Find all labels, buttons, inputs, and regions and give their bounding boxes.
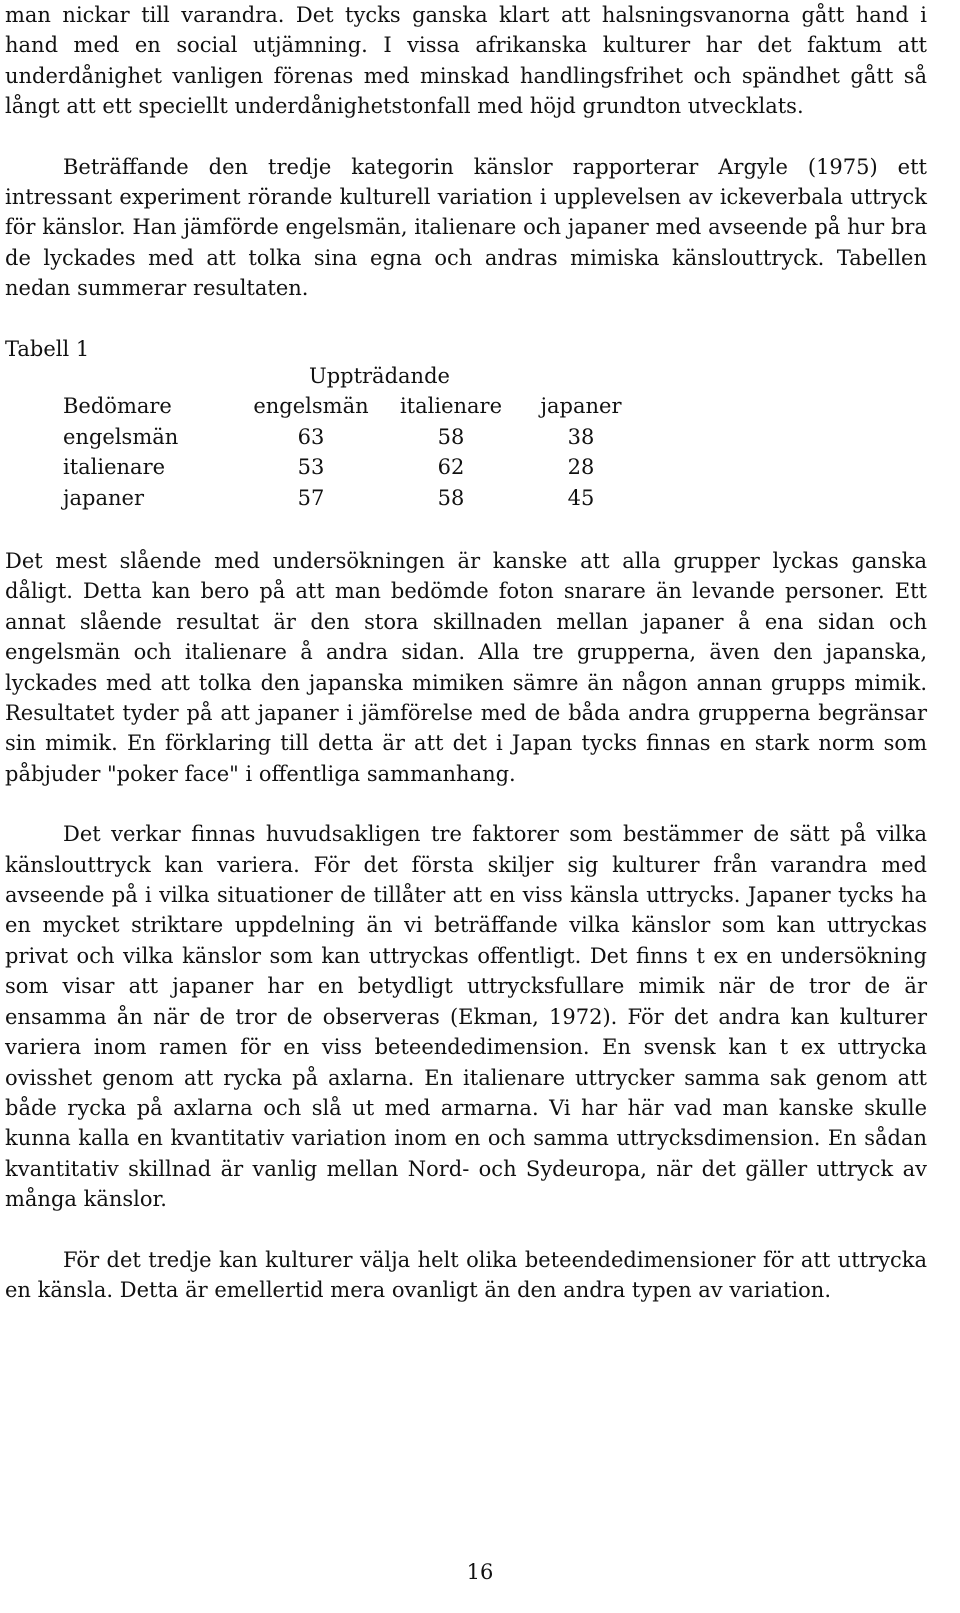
- table-row: [63, 455, 641, 485]
- table-cell: 58: [437, 424, 465, 449]
- column-header: engelsmän: [253, 394, 369, 419]
- table-cell: 45: [567, 485, 595, 510]
- row-label: italienare: [63, 455, 166, 480]
- table-cell: 62: [437, 455, 465, 480]
- paragraph-results-discussion: Det mest slående med undersökningen är kanske att alla grupper lyckas ganska dåligt. Detta kan bero på att man bedömde foton snarare än levande personer. Ett annat slående resultat är den stora skillnaden mellan japaner å ena sidan och engelsmän och italienare å andra sidan. Alla tre grupperna, även den japanska, lyckades med att tolka den japanska mimiken sämre än någon annan grupps mimik. Resultatet tyder på att japaner i jämförelse med de båda andra grupperna begränsar sin mimik. En förklaring till detta är att det i Japan tycks finnas en stark norm som påbjuder "poker face" i offentliga sammanhang.: [5, 549, 927, 786]
- column-header: japaner: [540, 394, 622, 419]
- page-number: 16: [466, 1560, 494, 1584]
- paragraph-greeting-customs: man nickar till varandra. Det tycks ganska klart att halsningsvanorna gått hand i hand med en social utjämning. I vissa afrikanska kulturer har det faktum att underdånighet vanligen förenas med minskad handlingsfrihet och spändhet gått så långt att ett speciellt underdånighetstonfall med höjd grundton utvecklats.: [5, 3, 927, 119]
- results-table: [63, 364, 641, 516]
- table-caption: Tabell 1: [5, 336, 90, 361]
- table-cell: 38: [567, 424, 595, 449]
- table-group-header-row: [63, 364, 641, 394]
- table-cell: 63: [297, 424, 325, 449]
- column-header: italienare: [399, 394, 503, 419]
- table-header-row: [63, 394, 641, 424]
- paragraph-three-factors: Det verkar finnas huvudsakligen tre faktorer som bestämmer de sätt på vilka känslouttryck kan variera. För det första skiljer sig kulturer från varandra med avseende på i vilka situationer de tillåter att en viss känsla uttrycks. Japaner tycks ha en mycket striktare uppdelning än vi beträffande vilka känslor som kan uttryckas privat och vilka känslor som kan uttryckas offentligt. Det finns t ex en undersökning som visar att japaner har en betydligt uttrycksfullare mimik när de tror de är ensamma ån när de tror de observeras (Ekman, 1972). För det andra kan kulturer variera inom ramen för en viss beteendedimension. En svensk kan t ex uttrycka ovisshet genom att rycka på axlarna. En italienare uttrycker samma sak genom att både rycka på axlarna och slå ut med armarna. Vi har här vad man kanske skulle kunna kalla en kvantitativ variation inom en och samma uttrycksdimension. En sådan kvantitativ skillnad är vanlig mellan Nord- och Sydeuropa, när det gäller uttryck av många känslor.: [5, 822, 927, 1212]
- table-row: [63, 486, 641, 516]
- table-cell: 57: [297, 485, 325, 510]
- paragraph-argyle-experiment: Beträffande den tredje kategorin känslor rapporterar Argyle (1975) ett intressant experiment rörande kulturell variation i upplevelsen av ickeverbala uttryck för känslor. Han jämförde engelsmän, italienare och japaner med avseende på hur bra de lyckades med att tolka sina egna och andras mimiska känslouttryck. Tabellen nedan summerar resultaten.: [5, 154, 927, 301]
- table-row: [63, 425, 641, 455]
- document-page: [5, 0, 927, 1305]
- table-cell: 58: [437, 485, 465, 510]
- row-header: Bedömare: [63, 394, 172, 419]
- row-label: engelsmän: [63, 424, 179, 449]
- row-label: japaner: [63, 485, 144, 510]
- paragraph-third-factor: För det tredje kan kulturer välja helt olika beteendedimensioner för att uttrycka en känsla. Detta är emellertid mera ovanligt än den andra typen av variation.: [5, 1247, 927, 1302]
- table-cell: 53: [297, 455, 325, 480]
- table-cell: 28: [567, 455, 595, 480]
- group-header: Uppträdande: [309, 364, 450, 389]
